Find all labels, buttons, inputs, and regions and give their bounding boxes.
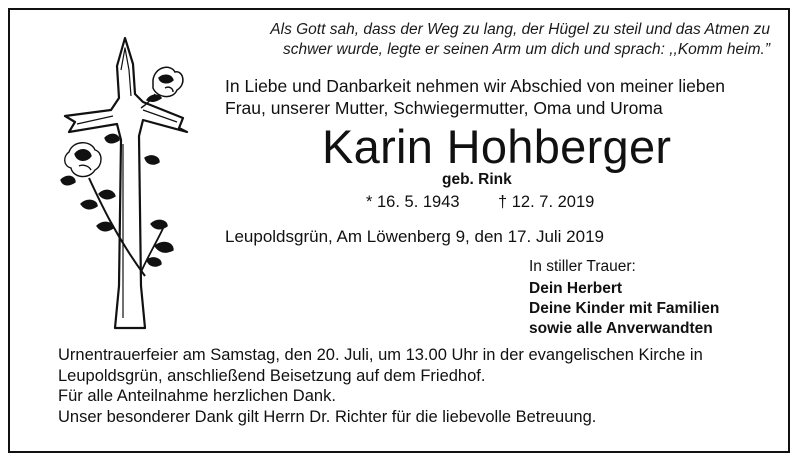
- farewell-intro: [225, 75, 725, 119]
- deceased-name: Karin Hohberger: [322, 120, 672, 173]
- funeral-line: Urnentrauerfeier am Samstag, den 20. Juli, um 13.00 Uhr in der evangelischen Kirche in: [58, 346, 703, 364]
- intro-line: Frau, unserer Mutter, Schwiegermutter, Oma und Uroma: [225, 98, 663, 118]
- intro-line: In Liebe und Danbarkeit nehmen wir Abschied von meiner lieben: [225, 76, 726, 96]
- mourner-entry: sowie alle Anverwandten: [529, 320, 713, 337]
- funeral-line: Leupoldsgrün, anschließend Beisetzung auf dem Friedhof.: [58, 366, 486, 385]
- mourners-label: In stiller Trauer:: [529, 258, 636, 275]
- thanks-line: Unser besonderer Dank gilt Herrn Dr. Richter für die liebevolle Betreuung.: [58, 407, 597, 426]
- mourners-list: [529, 279, 719, 339]
- maiden-name: geb. Rink: [442, 171, 512, 188]
- birth-date: * 16. 5. 1943: [366, 193, 460, 211]
- memorial-quote: [230, 20, 770, 60]
- thanks-line: Für alle Anteilnahme herzlichen Dank.: [58, 387, 336, 405]
- place-and-date: Leupoldsgrün, Am Löwenberg 9, den 17. Juli 2019: [225, 227, 604, 246]
- mourner-entry: Dein Herbert: [529, 280, 623, 297]
- cross-with-roses-icon: [55, 28, 215, 338]
- death-date: † 12. 7. 2019: [498, 193, 595, 211]
- funeral-details: [58, 345, 703, 427]
- quote-line: Als Gott sah, dass der Weg zu lang, der Hügel zu steil und das Atmen zu: [270, 21, 770, 38]
- quote-line: schwer wurde, legte er seinen Arm um dich und sprach: ,,Komm heim.”: [282, 41, 770, 58]
- mourner-entry: Deine Kinder mit Familien: [529, 300, 720, 317]
